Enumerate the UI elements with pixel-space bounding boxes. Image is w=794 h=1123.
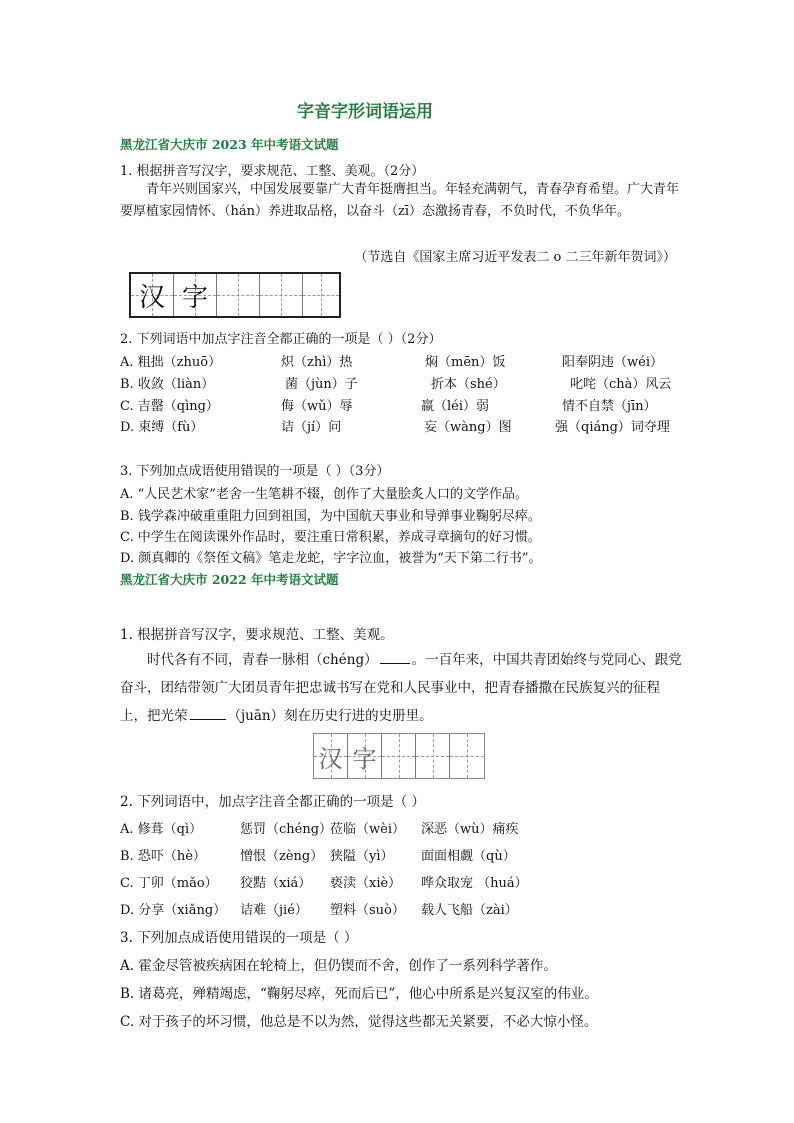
option-cell: 莅临（wèi） <box>330 822 405 837</box>
section-heading-2022: 黑龙江省大庆市 2022 年中考语文试题 <box>120 572 339 587</box>
grid-cell <box>131 274 174 316</box>
grid-cell <box>260 274 303 316</box>
option-cell: 焖（mēn）饭 <box>425 355 506 370</box>
writing-grid-2023 <box>129 272 341 318</box>
s1-q3-option-d: D. 颜真卿的《祭侄文稿》笔走龙蛇，字字泣血，被誉为“天下第二行书”。 <box>120 551 542 566</box>
option-cell: 面面相觑（qù） <box>421 849 516 864</box>
s2-q3-option-a: A. 霍金尽管被疾病困在轮椅上，但仍锲而不舍，创作了一系列科学著作。 <box>120 958 557 974</box>
option-cell: 叱咤（chà）风云 <box>570 377 672 392</box>
grid-cell <box>174 274 217 316</box>
passage-part: 。一百年来，中国共青团始终与党同心、跟党奋斗，团结带领广大团员青年把忠诚书写在党和人民事业中，把青春播撒在民族复兴的征程上，把光荣 <box>120 652 682 724</box>
option-cell: 折本（shé） <box>431 377 506 392</box>
option-cell: 羸（léi）弱 <box>421 399 490 414</box>
s1-q3-option-c: C. 中学生在阅读课外作品时，要注重日常积累，养成寻章摘句的好习惯。 <box>120 530 541 545</box>
option-cell: 妄（wàng）图 <box>424 420 512 435</box>
option-cell: 菌（jùn）子 <box>285 377 358 392</box>
s1-q2-stem: 2. 下列词语中加点字注音全都正确的一项是（ ）（2分） <box>120 332 442 347</box>
writing-grid-2022 <box>313 733 485 779</box>
option-cell: 惩罚（chéng） <box>240 822 333 837</box>
option-cell: D. 分享（xiǎng） <box>120 903 227 918</box>
s1-q1-source: （节选自《国家主席习近平发表二 o 二三年新年贺词》） <box>354 250 676 265</box>
grid-char: 汉 <box>138 282 165 313</box>
option-cell: B. 收敛（liàn） <box>120 377 215 392</box>
answer-blank <box>380 663 410 664</box>
option-cell: 强（qiáng）词夺理 <box>555 420 670 435</box>
grid-char: 字 <box>181 282 208 313</box>
s2-q3-option-c: C. 对于孩子的坏习惯，他总是不以为然，觉得这些都无关紧要，不必大惊小怪。 <box>120 1014 598 1030</box>
option-cell: 诘（jí）问 <box>281 420 342 435</box>
option-cell: 侮（wǔ）辱 <box>281 399 353 414</box>
option-cell: 亵渎（xiè） <box>330 876 402 891</box>
passage-part: 时代各有不同，青春一脉相（chéng） <box>147 652 378 668</box>
s1-q3-stem: 3. 下列加点成语使用错误的一项是（ ）（3分） <box>120 464 390 479</box>
option-cell: 狡黠（xiá） <box>240 876 312 891</box>
s1-q1-stem: 1. 根据拼音写汉字，要求规范、工整、美观。（2分） <box>120 164 425 179</box>
option-cell: 情不自禁（jīn） <box>562 399 657 414</box>
option-cell: C. 吉罄（qìng） <box>120 399 219 414</box>
grid-cell <box>450 734 484 778</box>
option-cell: 狭隘（yì） <box>330 849 394 864</box>
s2-q2-stem: 2. 下列词语中，加点字注音全都正确的一项是（ ） <box>120 794 425 810</box>
s2-q1-stem: 1. 根据拼音写汉字，要求规范、工整、美观。 <box>120 627 394 643</box>
grid-cell <box>382 734 416 778</box>
s2-q3-stem: 3. 下列加点成语使用错误的一项是（ ） <box>120 930 358 946</box>
grid-cell <box>217 274 260 316</box>
option-cell: 憎恨（zèng） <box>240 849 324 864</box>
option-cell: B. 恐吓（hè） <box>120 849 206 864</box>
option-cell: 塑料（suò） <box>330 903 405 918</box>
option-cell: 阳奉阴违（wéi） <box>562 355 663 370</box>
grid-cell <box>314 734 348 778</box>
grid-cell <box>303 274 339 316</box>
grid-cell <box>416 734 450 778</box>
grid-char: 字 <box>352 744 377 773</box>
option-cell: C. 丁卯（mǎo） <box>120 876 218 891</box>
option-cell: 哗众取宠 （huá） <box>421 876 528 891</box>
s1-q1-passage: 青年兴则国家兴，中国发展要靠广大青年挺膺担当。年轻充满朝气，青春孕育希望。广大青年要厚植家园情怀、（hán）养进取品格，以奋斗（zī）态激扬青春，不负时代，不负华年。 <box>120 182 680 219</box>
passage-part: （juān）刻在历史行进的史册里。 <box>227 708 433 724</box>
grid-char: 汉 <box>318 744 343 773</box>
option-cell: A. 修葺（qì） <box>120 822 203 837</box>
option-cell: A. 粗拙（zhuō） <box>120 355 222 370</box>
option-cell: 诘难（jié） <box>240 903 308 918</box>
s2-q1-passage <box>120 646 685 730</box>
grid-cell <box>348 734 382 778</box>
s1-q3-option-a: A. “人民艺术家”老舍一生笔耕不辍，创作了大量脍炙人口的文学作品。 <box>120 487 528 502</box>
s1-q3-option-b: B. 钱学森冲破重重阻力回到祖国，为中国航天事业和导弹事业鞠躬尽瘁。 <box>120 509 541 524</box>
option-cell: 载人飞船（zài） <box>421 903 518 918</box>
answer-blank <box>190 719 226 720</box>
page-title: 字音字形词语运用 <box>297 102 433 122</box>
option-cell: 炽（zhì）热 <box>281 355 353 370</box>
option-cell: 深恶（wù）痛疾 <box>421 822 519 837</box>
section-heading-2023: 黑龙江省大庆市 2023 年中考语文试题 <box>120 137 339 152</box>
option-cell: D. 束缚（fù） <box>120 420 204 435</box>
s2-q3-option-b: B. 诸葛亮，殚精竭虑，“鞠躬尽瘁，死而后已”，他心中所系是兴复汉室的伟业。 <box>120 986 598 1002</box>
